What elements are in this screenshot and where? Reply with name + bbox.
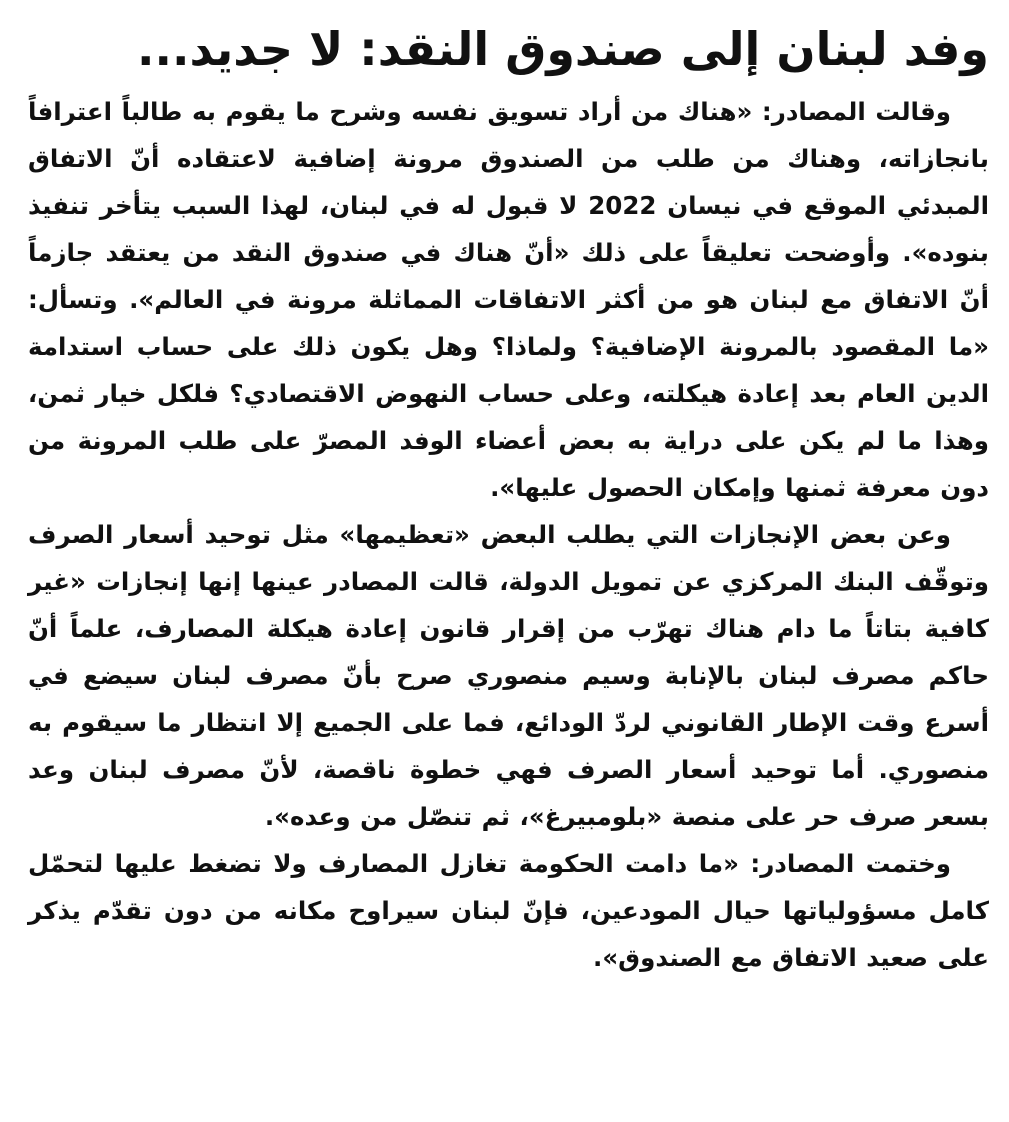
article-paragraph-3: وختمت المصادر: «ما دامت الحكومة تغازل المصارف ولا تضغط عليها لتحمّل كامل مسؤولياتها حيال المودعين، فإنّ لبنان سيراوح مكانه من دون تقدّم يذكر على صعيد الاتفاق مع الصندوق». [28,849,989,972]
article-paragraph-1: وقالت المصادر: «هناك من أراد تسويق نفسه وشرح ما يقوم به طالباً اعترافاً بانجازاته، وهناك من طلب من الصندوق مرونة إضافية لاعتقاده أنّ الاتفاق المبدئي الموقع في نيسان 2022 لا قبول له في لبنان، لهذا السبب يتأخر تنفيذ بنوده». وأوضحت تعليقاً على ذلك «أنّ هناك في صندوق النقد من يعتقد جازماً أنّ الاتفاق مع لبنان هو من أكثر الاتفاقات المماثلة مرونة في العالم». وتسأل: «ما المقصود بالمرونة الإضافية؟ ولماذا؟ وهل يكون ذلك على حساب استدامة الدين العام بعد إعادة هيكلته، وعلى حساب النهوض الاقتصادي؟ فلكل خيار ثمن، وهذا ما لم يكن على دراية به بعض أعضاء الوفد المصرّ على طلب المرونة من دون معرفة ثمنها وإمكان الحصول عليها». [28,97,989,502]
article-body [28,88,989,981]
article-headline: وفد لبنان إلى صندوق النقد: لا جديد... [137,22,989,76]
article-paragraph-2: وعن بعض الإنجازات التي يطلب البعض «تعظيمها» مثل توحيد أسعار الصرف وتوقّف البنك المركزي عن تمويل الدولة، قالت المصادر عينها إنها إنجازات «غير كافية بتاتاً ما دام هناك تهرّب من إقرار قانون إعادة هيكلة المصارف، علماً أنّ حاكم مصرف لبنان بالإنابة وسيم منصوري صرح بأنّ مصرف لبنان سيضع في أسرع وقت الإطار القانوني لردّ الودائع، فما على الجميع إلا انتظار ما سيقوم به منصوري. أما توحيد أسعار الصرف فهي خطوة ناقصة، لأنّ مصرف لبنان وعد بسعر صرف حر على منصة «بلومبيرغ»، ثم تنصّل من وعده». [28,520,989,831]
